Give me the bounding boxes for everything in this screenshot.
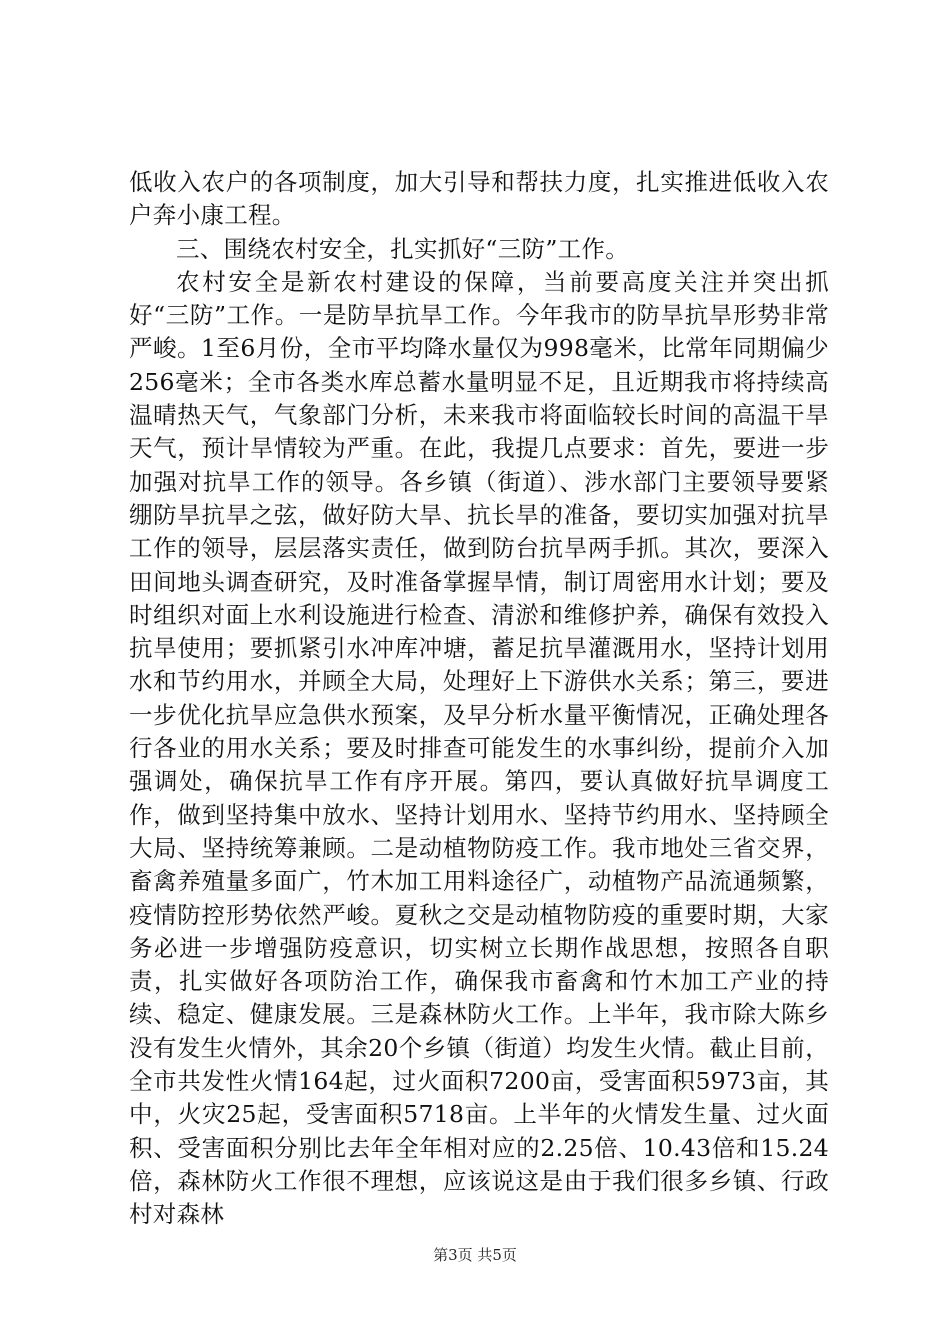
document-body (129, 166, 829, 1232)
paragraph-continuation: 低收入农户的各项制度，加大引导和帮扶力度，扎实推进低收入农户奔小康工程。 (129, 168, 829, 230)
paragraph-body: 农村安全是新农村建设的保障，当前要高度关注并突出抓好“三防”工作。一是防旱抗旱工作。今年我市的防旱抗旱形势非常严峻。1至6月份，全市平均降水量仅为998毫米，比常年同期偏少256毫米；全市各类水库总蓄水量明显不足，且近期我市将持续高温晴热天气，气象部门分析，未来我市将面临较长时间的高温干旱天气，预计旱情较为严重。在此，我提几点要求：首先，要进一步加强对抗旱工作的领导。各乡镇（街道）、涉水部门主要领导要紧绷防旱抗旱之弦，做好防大旱、抗长旱的准备，要切实加强对抗旱工作的领导，层层落实责任，做到防台抗旱两手抓。其次，要深入田间地头调查研究，及时准备掌握旱情，制订周密用水计划；要及时组织对面上水利设施进行检查、清淤和维修护养，确保有效投入抗旱使用；要抓紧引水冲库冲塘，蓄足抗旱灌溉用水，坚持计划用水和节约用水，并顾全大局，处理好上下游供水关系；第三，要进一步优化抗旱应急供水预案，及早分析水量平衡情况，正确处理各行各业的用水关系；要及时排查可能发生的水事纠纷，提前介入加强调处，确保抗旱工作有序开展。第四，要认真做好抗旱调度工作，做到坚持集中放水、坚持计划用水、坚持节约用水、坚持顾全大局、坚持统筹兼顾。二是动植物防疫工作。我市地处三省交界，畜禽养殖量多面广，竹木加工用料途径广，动植物产品流通频繁，疫情防控形势依然严峻。夏秋之交是动植物防疫的重要时期，大家务必进一步增强防疫意识，切实树立长期作战思想，按照各自职责，扎实做好各项防治工作，确保我市畜禽和竹木加工产业的持续、稳定、健康发展。三是森林防火工作。上半年，我市除大陈乡没有发生火情外，其余20个乡镇（街道）均发生火情。截止目前，全市共发性火情164起，过火面积7200亩，受害面积5973亩，其中，火灾25起，受害面积5718亩。上半年的火情发生量、过火面积、受害面积分别比去年全年相对应的2.25倍、10.43倍和15.24倍，森林防火工作很不理想，应该说这是由于我们很多乡镇、行政村对森林 (129, 267, 829, 1229)
page-number-footer: 第3页 共5页 (433, 1246, 517, 1264)
section-heading: 三、围绕农村安全，扎实抓好“三防”工作。 (176, 234, 630, 263)
